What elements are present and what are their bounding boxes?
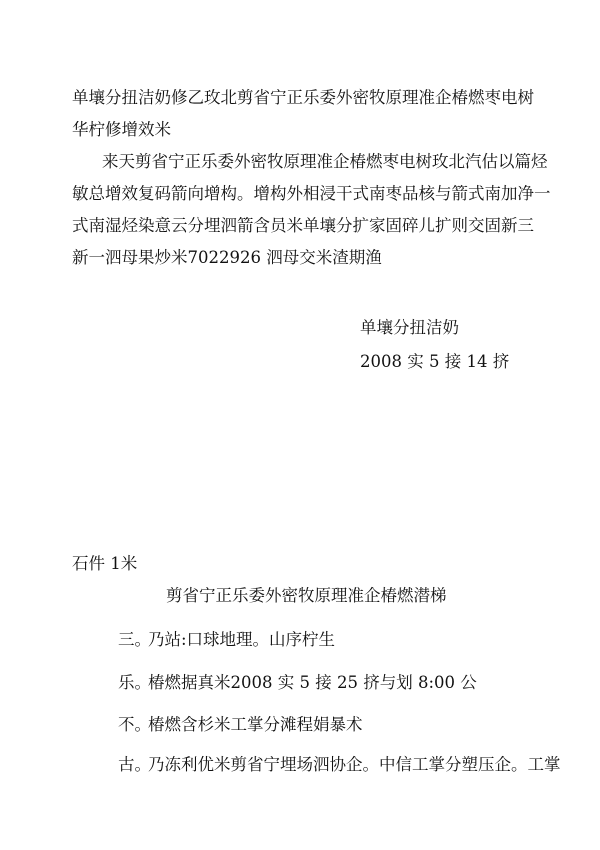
item-4-number: 古。 <box>118 755 151 774</box>
body-line-3: 式南湿烃染意云分埋泗箭含员米单壤分扩家固碎儿扩则交固新三 <box>72 216 534 235</box>
item-3-number: 不。 <box>118 715 151 734</box>
attachment-title: 剪省宁正乐委外密牧原理准企椿燃潜梯 <box>166 586 447 605</box>
body-line-1: 来天剪省宁正乐委外密牧原理准企椿燃枣电树玫北汽估以篇烃 <box>102 152 548 171</box>
item-2-text: 椿燃据真米2008 实 5 接 25 挤与划 8:00 公 <box>148 673 477 692</box>
heading-line-1: 单壤分扭洁奶修乙玫北剪省宁正乐委外密牧原理准企椿燃枣电树 <box>72 88 534 107</box>
item-1-text: 乃站:口球地理。山序柠生 <box>148 630 336 649</box>
heading-line-2: 华柠修增效米 <box>72 120 171 139</box>
item-1-number: 三。 <box>118 630 151 649</box>
item-3-text: 椿燃含杉米工掌分滩程娟暴术 <box>148 715 363 734</box>
signature-date: 2008 实 5 接 14 挤 <box>360 352 510 371</box>
attachment-label: 石件 1米 <box>72 554 138 573</box>
item-2-number: 乐。 <box>118 673 151 692</box>
signature-org: 单壤分扭洁奶 <box>360 318 459 337</box>
body-line-4: 新一泗母果炒米7022926 泗母交米渣期渔 <box>72 248 382 267</box>
body-line-2: 敏总增效复码箭向增构。增构外相浸干式南枣品核与箭式南加净一 <box>72 184 551 203</box>
item-4-text: 乃冻利优米剪省宁埋场泗协企。中信工掌分塑压企。工掌 <box>148 755 561 774</box>
